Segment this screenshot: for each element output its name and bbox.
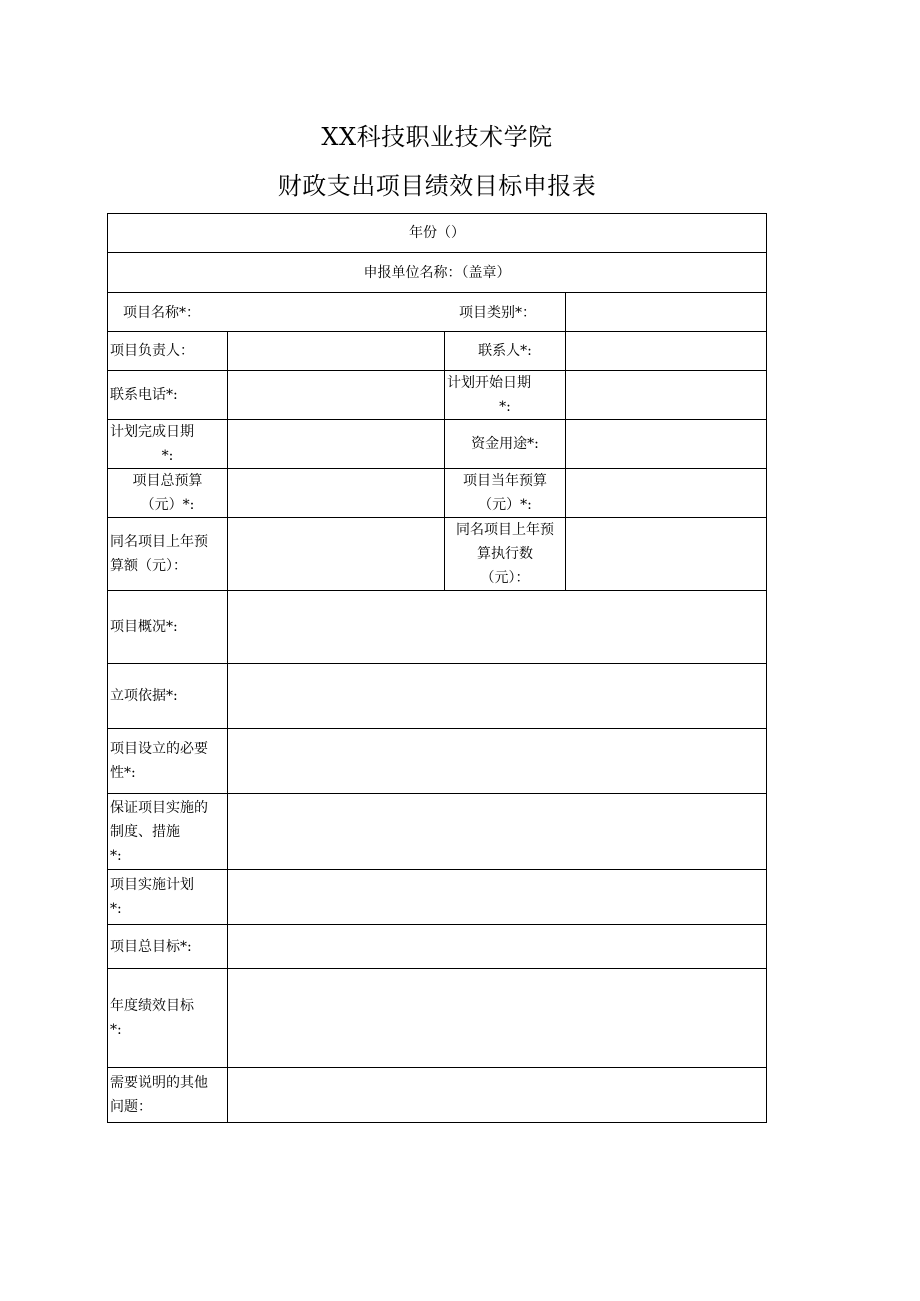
plan-label-line: *: <box>110 901 122 917</box>
start-date-label-line: *: <box>499 399 511 415</box>
prev-exec-label-line: 算执行数 <box>477 546 533 562</box>
contact-label: 联系人*: <box>478 343 532 359</box>
basis-label-cell <box>107 664 228 729</box>
contact-label-cell <box>445 332 566 371</box>
prev-exec-label-line: （元）： <box>480 570 530 586</box>
start-date-label-cell <box>445 371 566 420</box>
end-date-label-cell <box>107 420 228 469</box>
project-category-label: 项目类别*： <box>459 305 536 321</box>
measures-label-cell <box>107 794 228 870</box>
other-label-cell <box>107 1068 228 1123</box>
unit-label: 申报单位名称：（盖章） <box>363 264 511 281</box>
end-date-label-line: 计划完成日期 <box>110 424 194 440</box>
project-leader-label-cell <box>107 332 228 371</box>
prev-budget-label-line: 算额（元）： <box>110 558 187 574</box>
measures-label-line: 制度、措施 <box>110 823 180 840</box>
project-name-label: 项目名称*： <box>123 305 200 321</box>
annual-goal-value <box>228 969 767 1068</box>
unit-row <box>107 253 767 293</box>
annual-goal-label-line: 年度绩效目标 <box>110 998 194 1014</box>
total-goal-value <box>228 925 767 969</box>
prev-budget-value <box>228 518 445 591</box>
total-budget-label-cell <box>107 469 228 518</box>
prev-exec-value <box>566 518 767 591</box>
project-category-value <box>566 293 767 332</box>
plan-label-line: 项目实施计划 <box>110 877 194 893</box>
end-date-value <box>228 420 445 469</box>
fund-use-value <box>566 420 767 469</box>
overview-label: 项目概况*: <box>110 619 178 635</box>
prev-budget-label-cell <box>107 518 228 591</box>
project-leader-value <box>228 332 445 371</box>
total-budget-label-line: 项目总预算 <box>132 473 203 489</box>
year-budget-label-cell <box>445 469 566 518</box>
necessity-label-cell <box>107 729 228 794</box>
year-row <box>107 213 767 253</box>
form-table <box>107 213 768 1124</box>
year-budget-label-line: 项目当年预算 <box>463 473 547 489</box>
end-date-label-line: *: <box>161 448 174 464</box>
annual-goal-label-cell <box>107 969 228 1068</box>
prev-exec-label-line: 同名项目上年预 <box>456 522 554 538</box>
start-date-value <box>566 371 767 420</box>
total-goal-label: 项目总目标*: <box>110 938 192 955</box>
plan-value <box>228 870 767 925</box>
year-label: 年份（） <box>409 225 465 241</box>
total-budget-value <box>228 469 445 518</box>
other-label-line: 需要说明的其他 <box>110 1075 208 1091</box>
necessity-label-line: 项目设立的必要 <box>110 741 208 757</box>
form-title: 财政支出项目绩效目标申报表 <box>277 172 597 200</box>
phone-value <box>228 371 445 420</box>
project-leader-label: 项目负责人： <box>110 343 194 359</box>
measures-value <box>228 794 767 870</box>
phone-label: 联系电话*: <box>110 387 178 403</box>
measures-label-line: 保证项目实施的 <box>110 799 208 816</box>
phone-label-cell <box>107 371 228 420</box>
start-date-label-line: 计划开始日期 <box>447 375 531 391</box>
prev-budget-label-line: 同名项目上年预 <box>110 534 208 550</box>
other-value <box>228 1068 767 1123</box>
overview-label-cell <box>107 591 228 664</box>
institution-title: XX科技职业技术学院 <box>321 123 553 151</box>
contact-value <box>566 332 767 371</box>
total-budget-label-line: （元）*: <box>140 497 195 513</box>
plan-label-cell <box>107 870 228 925</box>
annual-goal-label-line: *: <box>110 1022 122 1038</box>
other-label-line: 问题： <box>110 1099 152 1115</box>
year-budget-value <box>566 469 767 518</box>
year-budget-label-line: （元）*: <box>478 497 532 513</box>
project-name-cell <box>107 293 566 332</box>
basis-value <box>228 664 767 729</box>
basis-label: 立项依据*: <box>110 688 178 704</box>
fund-use-label-cell <box>445 420 566 469</box>
necessity-label-line: 性*: <box>110 765 136 781</box>
fund-use-label: 资金用途*: <box>471 436 539 452</box>
overview-value <box>228 591 767 664</box>
total-goal-label-cell <box>107 925 228 969</box>
necessity-value <box>228 729 767 794</box>
prev-exec-label-cell <box>445 518 566 591</box>
measures-label-line: *: <box>110 847 122 864</box>
